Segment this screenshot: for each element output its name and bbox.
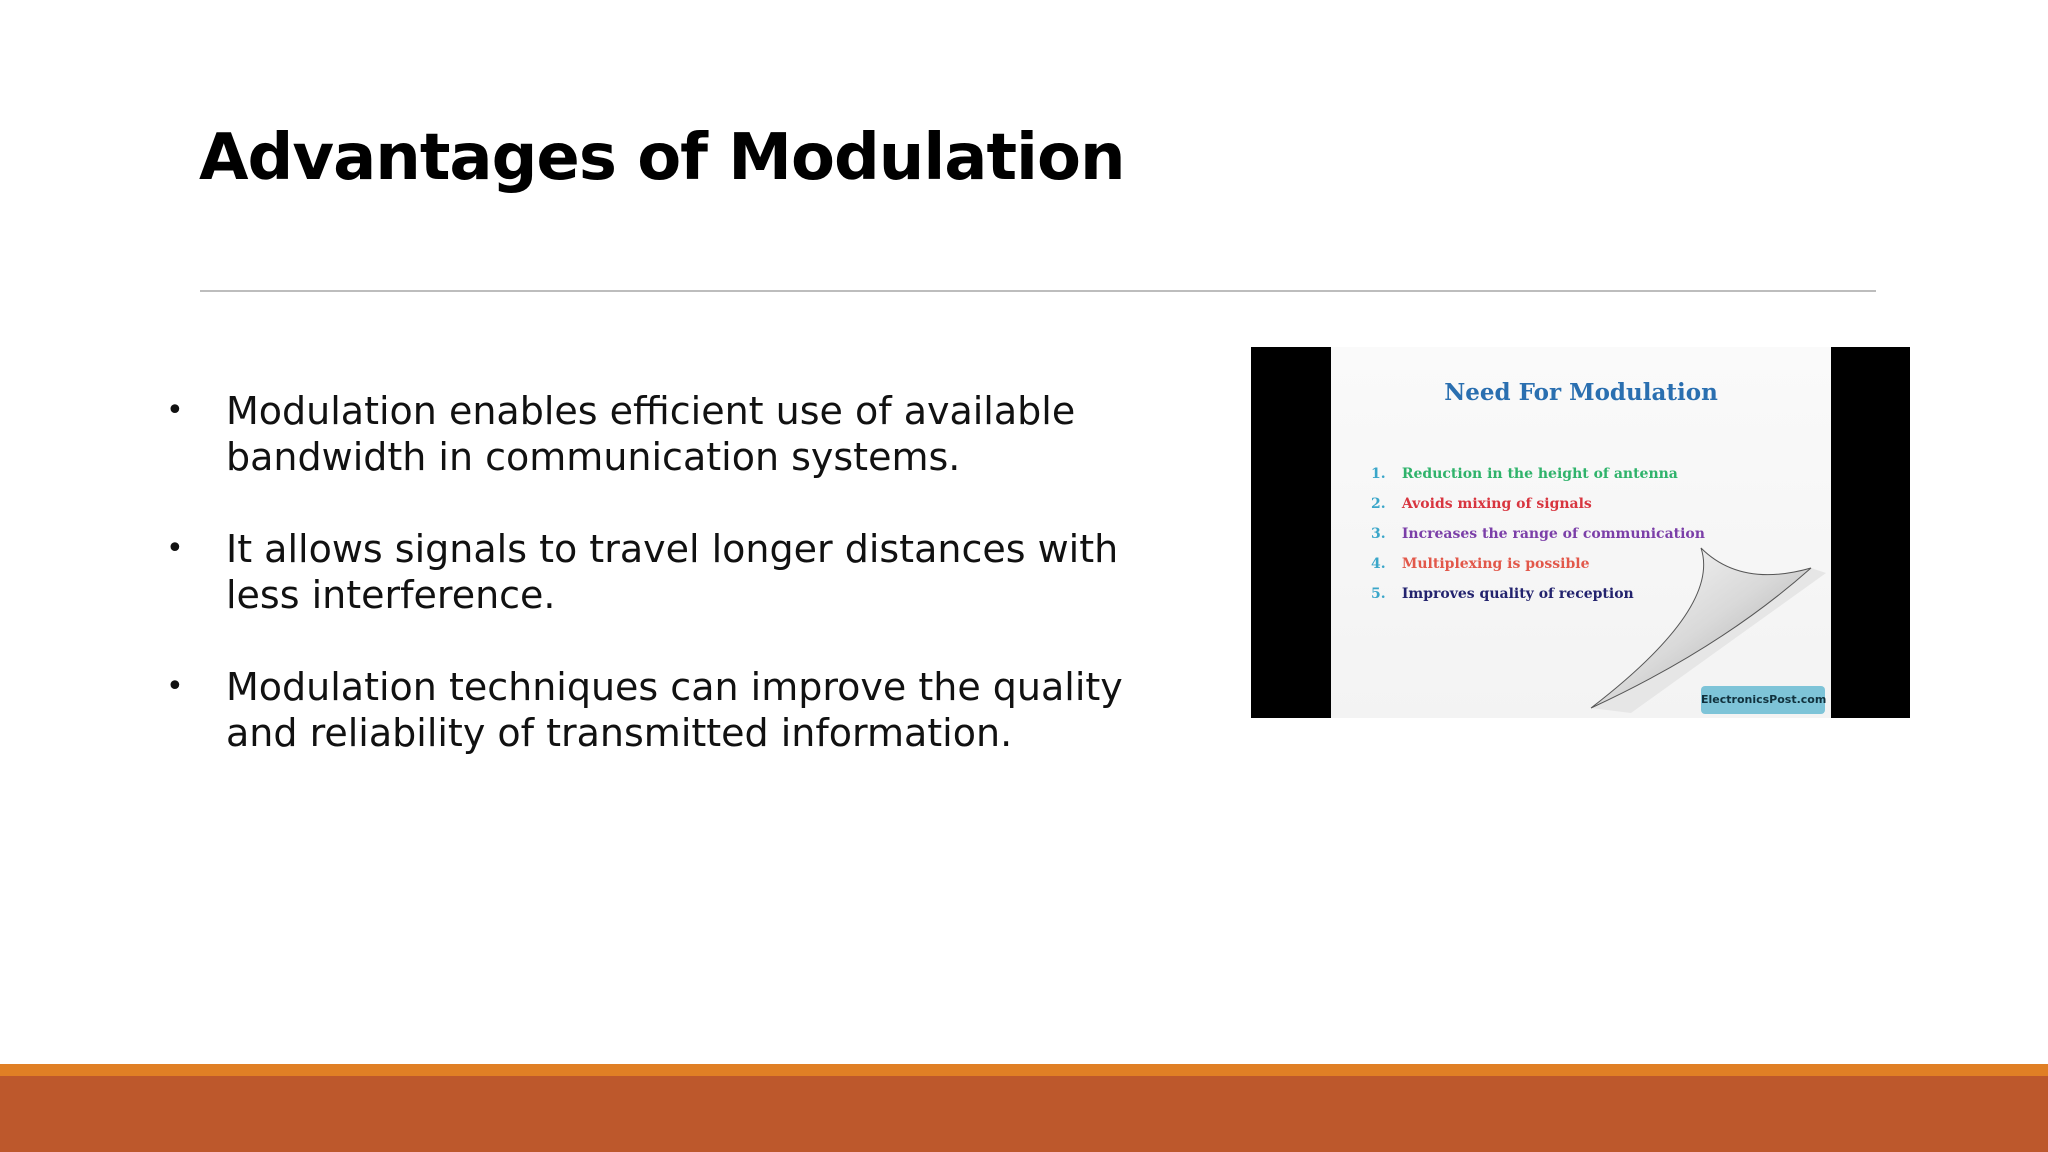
figure-item-number: 4. (1371, 556, 1386, 572)
bullet-item (160, 526, 1180, 618)
footer-bar (0, 1076, 2048, 1152)
figure-list-item (1371, 459, 1705, 489)
footer-accent-stripe (0, 1064, 2048, 1076)
figure-item-number: 5. (1371, 586, 1386, 602)
modulation-figure-image (1251, 347, 1910, 718)
figure-item-number: 2. (1371, 496, 1386, 512)
bullet-item (160, 388, 1180, 480)
bullet-text: Modulation techniques can improve the quality and reliability of transmitted information. (226, 665, 1123, 755)
title-divider (200, 290, 1876, 292)
bullet-dot-icon: • (166, 393, 184, 428)
slide-title: Advantages of Modulation (199, 121, 1125, 195)
figure-title: Need For Modulation (1444, 379, 1718, 406)
figure-item-text: Increases the range of communication (1401, 526, 1705, 542)
figure-source-badge: ElectronicsPost.com (1701, 686, 1825, 714)
bullet-dot-icon: • (166, 669, 184, 704)
figure-item-number: 3. (1371, 526, 1386, 542)
figure-list-item (1371, 489, 1705, 519)
bullet-text: Modulation enables efficient use of available bandwidth in communication systems. (226, 389, 1076, 479)
figure-panel (1331, 347, 1831, 718)
figure-item-text: Avoids mixing of signals (1401, 496, 1592, 512)
figure-item-text: Improves quality of reception (1401, 586, 1634, 602)
bullet-item (160, 664, 1180, 756)
figure-item-text: Multiplexing is possible (1401, 556, 1590, 572)
bullet-text: It allows signals to travel longer distances with less interference. (226, 527, 1119, 617)
figure-item-text: Reduction in the height of antenna (1401, 466, 1678, 482)
figure-item-number: 1. (1371, 466, 1386, 482)
bullet-list (160, 388, 1180, 802)
bullet-dot-icon: • (166, 531, 184, 566)
